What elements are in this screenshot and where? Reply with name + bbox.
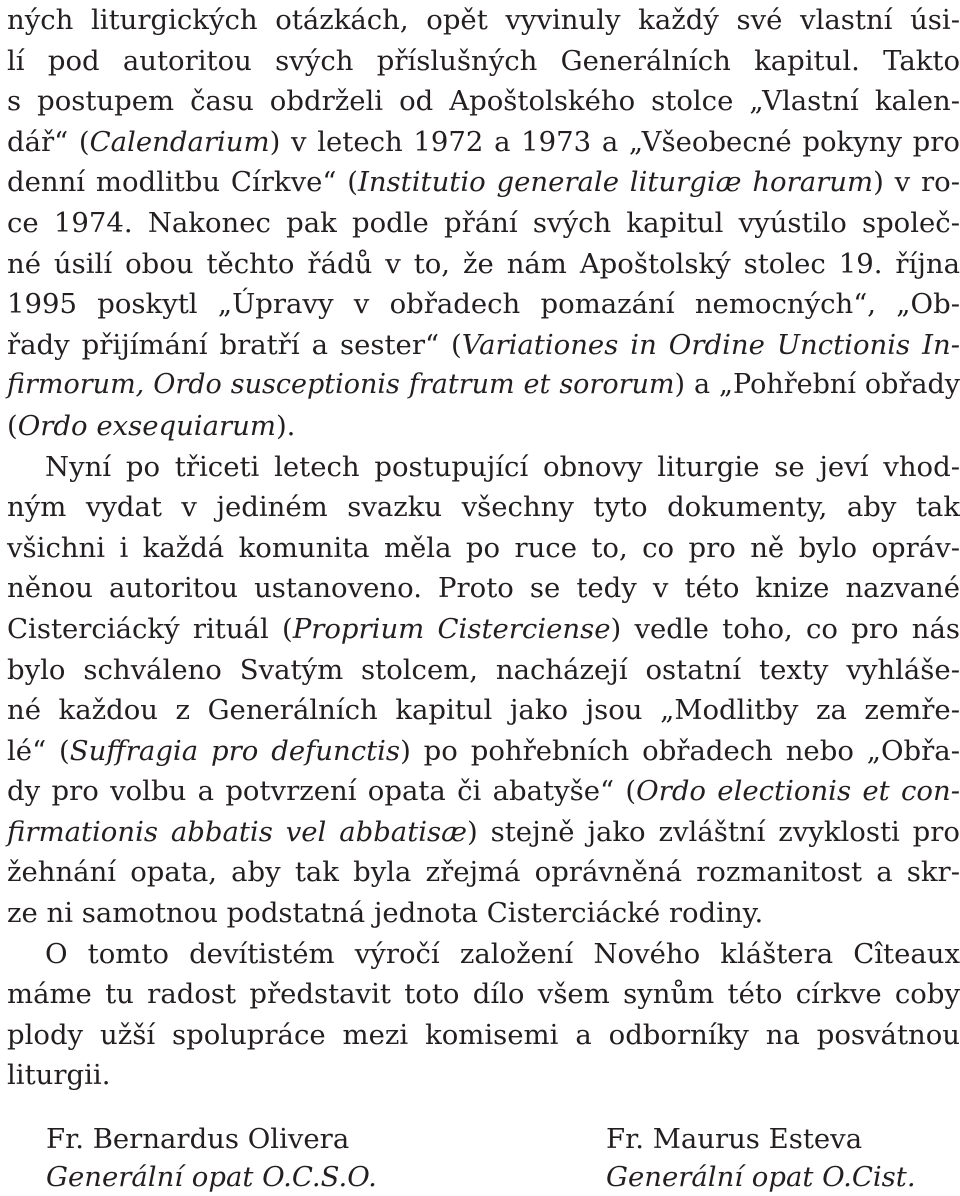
text-run: bylo schváleno Svatým stolcem, nacházejí ostatní texty vyhláše- — [7, 654, 960, 686]
text-run: s postupem času obdrželi od Apoštolského stolce „Vlastní kalen- — [7, 85, 960, 117]
signature-role: Generální opat O.Cist. — [606, 1158, 916, 1196]
text-run: ze ni samotnou podstatná jednota Cisterciácké rodiny. — [7, 897, 763, 929]
text-run: všichni i každá komunita měla po ruce to, co pro ně bylo opráv- — [7, 532, 960, 564]
text-run: né každou z Generálních kapitul jako jsou „Modlitby za zemře- — [7, 694, 960, 726]
text-line — [7, 893, 960, 934]
signatures — [0, 1120, 960, 1195]
text-run: denní modlitbu Církve“ ( — [7, 166, 358, 198]
signature-left — [46, 1120, 377, 1196]
text-run: něnou autoritou ustanoveno. Proto se tedy v této knize nazvané — [7, 572, 960, 604]
text-run: řady přijímání bratří a sester“ ( — [7, 329, 462, 361]
italic-text: firmationis abbatis vel abbatisæ — [7, 816, 467, 848]
italic-text: Ordo exsequiarum — [18, 410, 276, 442]
text-line — [7, 934, 960, 975]
text-run: ) stejně jako zvláštní zvyklosti pro — [467, 816, 960, 848]
signature-right — [606, 1120, 916, 1196]
text-run: liturgii. — [7, 1059, 110, 1091]
text-run: Cisterciácký rituál ( — [7, 613, 293, 645]
text-run: ( — [7, 410, 18, 442]
text-run: né úsilí obou těchto řádů v to, že nám Apoštolský stolec 19. října — [7, 248, 960, 280]
text-line — [7, 325, 960, 366]
italic-text: Variationes in Ordine Unctionis In- — [462, 329, 960, 361]
text-line — [7, 690, 960, 731]
signature-name: Fr. Bernardus Olivera — [46, 1120, 377, 1158]
text-line — [7, 0, 960, 41]
text-line — [7, 487, 960, 528]
text-run: žehnání opata, aby tak byla zřejmá oprávněná rozmanitost a skr- — [7, 856, 960, 888]
paragraph — [7, 447, 960, 934]
text-run: Nyní po třiceti letech postupující obnovy liturgie se jeví vhod- — [45, 451, 960, 483]
text-line — [7, 81, 960, 122]
text-run: ) vedle toho, co pro nás — [610, 613, 960, 645]
text-run: ným vydat v jediném svazku všechny tyto dokumenty, aby tak — [7, 491, 960, 523]
body-text — [7, 0, 960, 1096]
text-line — [7, 1055, 960, 1096]
italic-text: Institutio generale liturgiæ horarum — [358, 166, 873, 198]
text-run: lí pod autoritou svých příslušných Generálních kapitul. Takto — [7, 45, 960, 77]
text-line — [7, 447, 960, 488]
text-run: ce 1974. Nakonec pak podle přání svých kapitul vyústilo společ- — [7, 207, 960, 239]
italic-text: Ordo electionis et con- — [636, 775, 960, 807]
text-line — [7, 162, 960, 203]
text-run: ných liturgických otázkách, opět vyvinuly každý své vlastní úsi- — [7, 4, 960, 36]
paragraph — [7, 0, 960, 447]
text-line — [7, 731, 960, 772]
text-line — [7, 122, 960, 163]
text-run: dy pro volbu a potvrzení opata či abatyše“ ( — [7, 775, 636, 807]
text-run: plody užší spolupráce mezi komisemi a odborníky na posvátnou — [7, 1019, 960, 1051]
text-run: máme tu radost představit toto dílo všem synům této církve coby — [7, 978, 960, 1010]
text-line — [7, 1015, 960, 1056]
text-line — [7, 528, 960, 569]
text-line — [7, 568, 960, 609]
text-line — [7, 812, 960, 853]
paragraph — [7, 934, 960, 1096]
italic-text: firmorum, Ordo susceptionis fratrum et sororum — [7, 369, 675, 400]
italic-text: Suffragia pro defunctis — [70, 735, 400, 767]
text-line — [7, 244, 960, 285]
text-line — [7, 203, 960, 244]
text-line — [7, 41, 960, 82]
text-line — [7, 650, 960, 691]
text-run: ) v ro- — [873, 166, 960, 198]
text-line — [7, 284, 960, 325]
text-line — [7, 852, 960, 893]
text-run: ) v letech 1972 a 1973 a „Všeobecné pokyny pro — [270, 126, 960, 158]
text-run: 1995 poskytl „Úpravy v obřadech pomazání nemocných“, „Ob- — [7, 288, 960, 320]
text-line — [7, 771, 960, 812]
text-run: ) po pohřebních obřadech nebo „Obřa- — [400, 735, 960, 767]
text-run: dář“ ( — [7, 126, 90, 158]
italic-text: Calendarium — [90, 126, 270, 158]
text-run: O tomto devítistém výročí založení Nového kláštera Cîteaux — [45, 938, 960, 970]
text-line — [7, 974, 960, 1015]
italic-text: Proprium Cisterciense — [293, 613, 611, 645]
text-line — [7, 406, 960, 447]
signature-role: Generální opat O.C.S.O. — [46, 1158, 377, 1196]
text-run: ). — [276, 410, 295, 442]
text-line — [7, 365, 960, 406]
text-run: ) a „Pohřební obřady — [675, 369, 960, 400]
text-line — [7, 609, 960, 650]
text-run: lé“ ( — [7, 735, 70, 767]
signature-name: Fr. Maurus Esteva — [606, 1120, 916, 1158]
